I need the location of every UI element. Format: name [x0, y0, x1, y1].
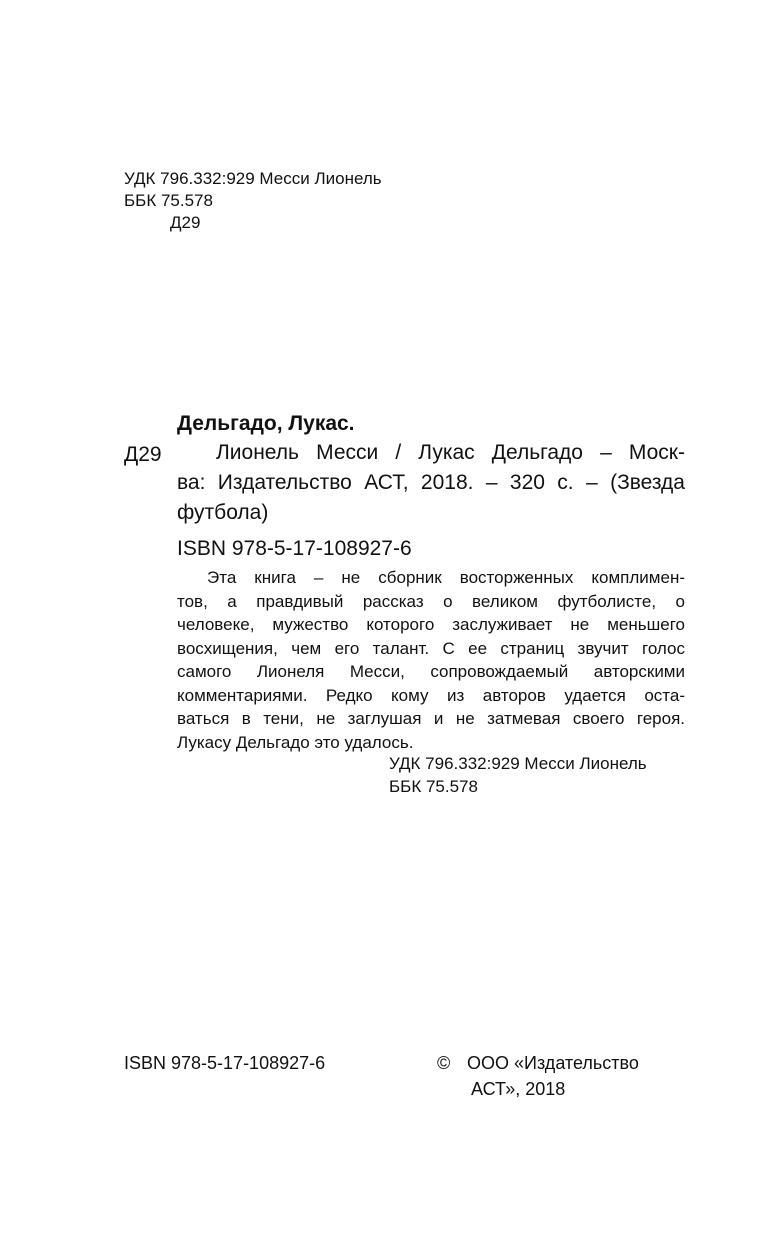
classification-bbk: ББК 75.578	[389, 777, 478, 796]
annotation-line: восхищения, чем его талант. С ее страниц звучит голос	[177, 638, 685, 658]
card-isbn: ISBN 978-5-17-108927-6	[177, 537, 412, 560]
copyright-notice	[437, 1050, 639, 1102]
bibliographic-description	[177, 438, 685, 528]
title-line: ва: Издательство АСТ, 2018. – 320 с. – (Звезда	[177, 471, 685, 494]
annotation	[177, 566, 685, 754]
header-author-mark: Д29	[170, 213, 201, 232]
header-bbk: ББК 75.578	[124, 191, 213, 210]
copyright-line-2: АСТ», 2018	[471, 1079, 566, 1099]
annotation-line: самого Лионеля Месси, сопровождаемый авторскими	[177, 662, 685, 681]
annotation-line: тов, а правдивый рассказ о великом футболисте, о	[177, 591, 685, 611]
footer-isbn: ISBN 978-5-17-108927-6	[124, 1053, 326, 1073]
classification-block	[389, 752, 647, 798]
header-udk: УДК 796.332:929 Месси Лионель	[124, 169, 382, 188]
annotation-line: ваться в тени, не заглушая и не затмевая своего героя.	[177, 709, 685, 728]
annotation-line: Эта книга – не сборник восторженных комплимен-	[207, 568, 685, 587]
copyright-line-1: ООО «Издательство	[467, 1053, 639, 1073]
annotation-line: человеке, мужество которого заслуживает не меньшего	[177, 615, 685, 634]
annotation-line: Лукасу Дельгадо это удалось.	[177, 732, 414, 752]
author-code: Д29	[124, 443, 162, 466]
copyright-symbol: ©	[437, 1053, 451, 1073]
title-line: Лионель Месси / Лукас Дельгадо – Моск-	[216, 441, 685, 464]
classification-udk: УДК 796.332:929 Месси Лионель	[389, 754, 647, 773]
annotation-line: комментариями. Редко кому из авторов удается оста-	[177, 685, 685, 705]
title-line: футбола)	[177, 501, 269, 524]
author-heading: Дельгадо, Лукас.	[177, 412, 355, 435]
